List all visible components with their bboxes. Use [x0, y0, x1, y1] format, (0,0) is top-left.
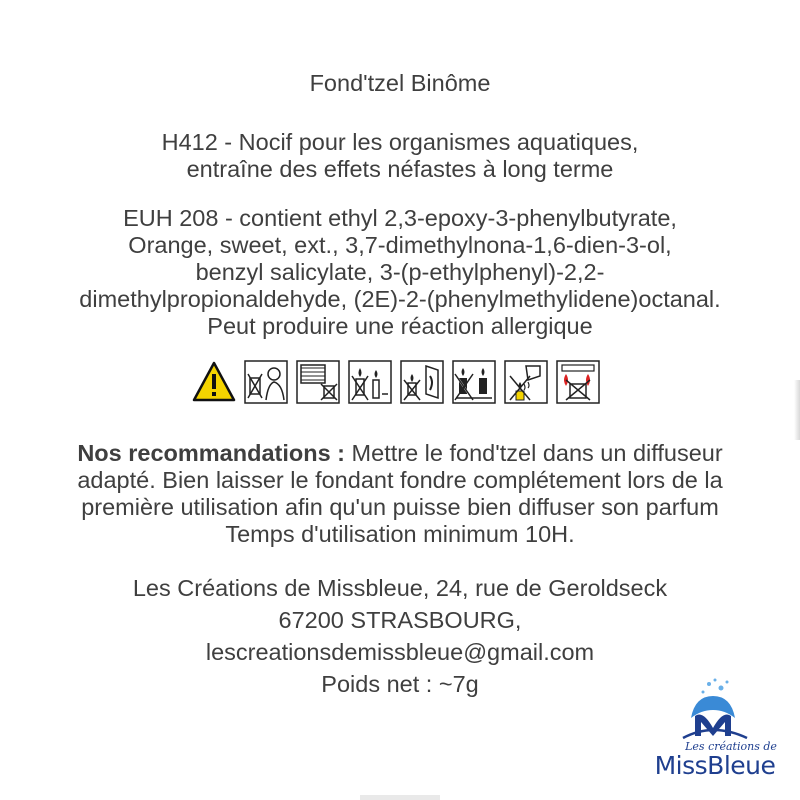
euh-line: Orange, sweet, ext., 3,7-dimethylnona-1,6-dien-3-ol,	[128, 232, 672, 258]
recommendations	[0, 440, 800, 548]
recommendations-line: première utilisation afin qu'un puisse bien diffuser son parfum	[81, 494, 719, 520]
brand-name: MissBleue	[654, 751, 776, 780]
city-line: 67200 STRASBOURG,	[278, 607, 522, 633]
safety-pictograms	[192, 360, 600, 406]
no-candles-too-close-icon	[452, 360, 496, 404]
euh-line: Peut produire une réaction allergique	[207, 313, 593, 339]
euh-line: dimethylpropionaldehyde, (2E)-2-(phenylmethylidene)octanal.	[79, 286, 721, 312]
recommendations-first-line	[0, 440, 800, 467]
keep-away-from-flammables-icon	[400, 360, 444, 404]
no-unattended-candle-icon	[348, 360, 392, 404]
keep-away-from-children-icon	[244, 360, 288, 404]
hazard-line: entraîne des effets néfastes à long terme	[186, 156, 614, 182]
euh-line: benzyl salicylate, 3-(p-ethylphenyl)-2,2-	[195, 259, 605, 285]
brand-tagline: Les créations de	[685, 740, 777, 753]
no-drafts-curtains-icon	[296, 360, 340, 404]
net-weight: Poids net : ~7g	[321, 671, 479, 697]
recommendations-label: Nos recommandations :	[77, 440, 346, 466]
euh-statement	[0, 205, 800, 340]
recommendations-line: Temps d'utilisation minimum 10H.	[225, 521, 575, 547]
recommendations-text: Mettre le fond'tzel dans un diffuseur	[345, 440, 723, 466]
address-line: Les Créations de Missbleue, 24, rue de Geroldseck	[132, 575, 668, 601]
email-line: lescreationsdemissbleue@gmail.com	[205, 639, 595, 665]
euh-line: EUH 208 - contient ethyl 2,3-epoxy-3-phenylbutyrate,	[123, 205, 677, 231]
do-not-use-water-icon	[504, 360, 548, 404]
product-title	[0, 70, 800, 97]
hazard-line: H412 - Nocif pour les organismes aquatiques,	[161, 129, 639, 155]
edge-shadow	[794, 380, 800, 440]
hazard-statement	[0, 129, 800, 183]
no-fire-objects-icon	[556, 360, 600, 404]
hazard-warning-icon	[192, 360, 236, 404]
recommendations-line: adapté. Bien laisser le fondant fondre complétement lors de la	[77, 467, 723, 493]
product-title-text: Fond'tzel Binôme	[309, 70, 491, 96]
bottom-fragment	[360, 795, 440, 800]
